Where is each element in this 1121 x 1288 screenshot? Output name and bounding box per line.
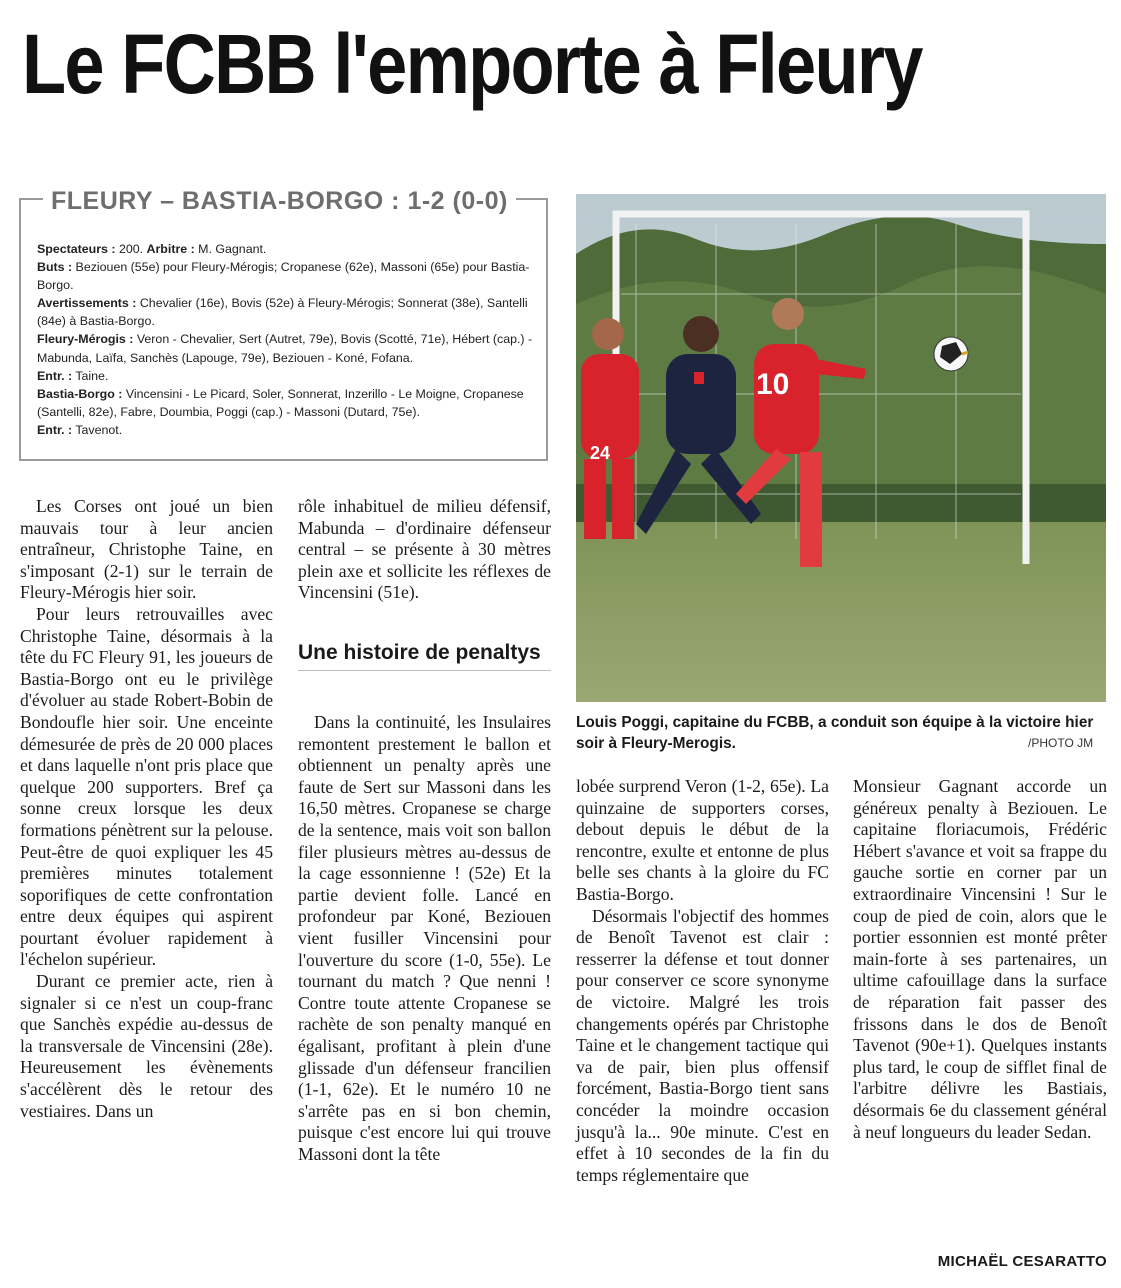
article-paragraph: Monsieur Gagnant accorde un généreux penalty à Beziouen. Le capitaine floriacumois, Frédéric Hébert s'avance et voit sa frappe du gauche sortie en corner par un extraordinaire Vincensini ! Sur le coup de pied de coin, alors que le portier essonnien est monté prêter main-forte à ses partenaires, un ultime cafouillage dans la surface de réparation fait passer des frissons dans le dos de Benoît Tavenot (90e+1). Quelques instants plus tard, le coup de sifflet final de l'arbitre délivre les Bastiais, désormais 6e du classement général à neuf longueurs du leader Sedan.: [853, 776, 1107, 1142]
article-paragraph: lobée surprend Veron (1-2, 65e). La quinzaine de supporters corses, debout depuis le début de la rencontre, exulte et entonne de plus belle ses chants à la gloire du FC Bastia-Borgo.: [576, 776, 829, 904]
info-line-bastia-lineup: [37, 385, 537, 421]
info-text: Tavenot.: [72, 422, 123, 437]
info-label: Entr. :: [37, 422, 73, 437]
article-column-2-bottom: [298, 712, 551, 1165]
info-label: Buts :: [37, 260, 73, 275]
info-line-fleury-coach: [37, 367, 537, 385]
info-label: Avertissements :: [37, 296, 137, 311]
info-text: 200.: [115, 242, 147, 256]
info-text: Beziouen (55e) pour Fleury-Mérogis; Cropanese (62e), Massoni (65e) pour Bastia-Borgo.: [37, 260, 530, 293]
match-info-box: [19, 187, 548, 461]
info-line-fleury-lineup: [37, 330, 537, 366]
info-line-warnings: [37, 294, 537, 330]
football-scene-illustration: [576, 194, 1106, 702]
match-info-lines: [37, 240, 537, 439]
article-paragraph: Pour leurs retrouvailles avec Christophe Taine, désormais à la tête du FC Fleury 91, les joueurs de Bastia-Borgo ont eu le privilège d'évoluer au stade Robert-Bobin de Bondoufle hier soir. Une enceinte démesurée de près de 20 000 places et dans laquelle n'ont pris place que quelque 200 supporters. Bref ça sonne creux lorsque les deux formations pénètrent sur la pelouse. Peut-être de quoi expliquer les 45 premières minutes totalement soporifiques de cette confrontation entre deux équipes qui aspirent pourtant évoluer rapidement à l'échelon supérieur.: [20, 603, 273, 970]
article-paragraph: Les Corses ont joué un bien mauvais tour à leur ancien entraîneur, Christophe Taine, en s'imposant (2-1) sur le terrain de Fleury-Mérogis hier soir.: [20, 496, 273, 603]
football: [934, 337, 968, 371]
article-paragraph: Dans la continuité, les Insulaires remontent prestement le ballon et obtiennent un penalty après une faute de Sert sur Massoni dans les 16,50 mètres. Cropanese se charge de la sentence, mais voit son ballon filer plusieurs mètres au-dessus de la cage essonnienne ! (52e) Et la partie devient folle. Lancé en profondeur par Koné, Beziouen vient fusiller Vincensini pour l'ouverture du score (1-0, 55e). Le tournant du match ? Que nenni ! Contre toute attente Cropanese se rachète de son penalty manqué en égalisant, profitant à plein d'une glissade d'un défenseur francilien (1-1, 62e). Et le numéro 10 ne s'arrête pas en si bon chemin, puisque c'est encore lui qui trouve Massoni dont la tête: [298, 712, 551, 1164]
shirt-number-left: 24: [590, 443, 611, 463]
author-byline: MICHAËL CESARATTO: [937, 1253, 1107, 1270]
info-label: Fleury-Mérogis :: [37, 332, 134, 347]
match-score-title: FLEURY – BASTIA-BORGO : 1-2 (0-0): [43, 186, 516, 216]
headline: Le FCBB l'emporte à Fleury: [22, 17, 922, 111]
info-text: Veron - Chevalier, Sert (Autret, 79e), Bovis (Scotté, 71e), Hébert (cap.) - Mabunda, Laïfa, Sanchès (Lapouge, 79e), Beziouen - Koné, Fofana.: [37, 332, 533, 365]
photo-credit: /PHOTO JM: [1028, 736, 1094, 750]
article-subheading: Une histoire de penaltys: [298, 640, 551, 671]
info-line-bastia-coach: [37, 421, 537, 439]
match-photo: [576, 194, 1106, 702]
article-paragraph: Désormais l'objectif des hommes de Benoît Tavenot est clair : resserrer la défense et tout donner pour conserver ce score synonyme de victoire. Malgré les trois changements opérés par Christophe Taine et le changement tactique qui va de pair, bien plus offensif forcément, Bastia-Borgo tient sans concéder la moindre occasion jusqu'à la... 90e minute. C'est en effet à 10 secondes de la fin du temps réglementaire que: [576, 905, 829, 1185]
article-column-4: [853, 776, 1107, 1143]
info-text: Chevalier (16e), Bovis (52e) à Fleury-Mérogis; Sonnerat (38e), Santelli (84e) à Bastia-Borgo.: [37, 296, 528, 329]
article-paragraph: rôle inhabituel de milieu défensif, Mabunda – d'ordinaire défenseur central – se présente à 30 mètres plein axe et sollicite les réflexes de Vincensini (51e).: [298, 496, 551, 603]
article-column-3: [576, 776, 829, 1186]
shirt-number-right: 10: [756, 368, 790, 401]
info-label: Entr. :: [37, 368, 73, 383]
info-text: Vincensini - Le Picard, Soler, Sonnerat, Inzerillo - Le Moigne, Cropanese (Santelli, 82e), Fabre, Doumbia, Poggi (cap.) - Massoni (Dutard, 75e).: [37, 386, 524, 419]
info-label: Spectateurs :: [37, 242, 116, 256]
info-line-goals: [37, 258, 537, 294]
info-text: Taine.: [72, 368, 109, 383]
article-column-1: [20, 496, 273, 1122]
info-text: M. Gagnant.: [194, 242, 267, 256]
article-paragraph: Durant ce premier acte, rien à signaler si ce n'est un coup-franc que Sanchès expédie au-dessus de la transversale de Vincensini (28e). Heureusement les évènements s'accélèrent dès le retour des vestiaires. Dans un: [20, 971, 273, 1121]
info-label: Bastia-Borgo :: [37, 386, 123, 401]
info-line-spectators: [37, 240, 537, 258]
article-column-2-top: [298, 496, 551, 604]
photo-caption: Louis Poggi, capitaine du FCBB, a conduit son équipe à la victoire hier soir à Fleury-Merogis.: [576, 714, 1094, 752]
info-label: Arbitre :: [146, 242, 195, 256]
